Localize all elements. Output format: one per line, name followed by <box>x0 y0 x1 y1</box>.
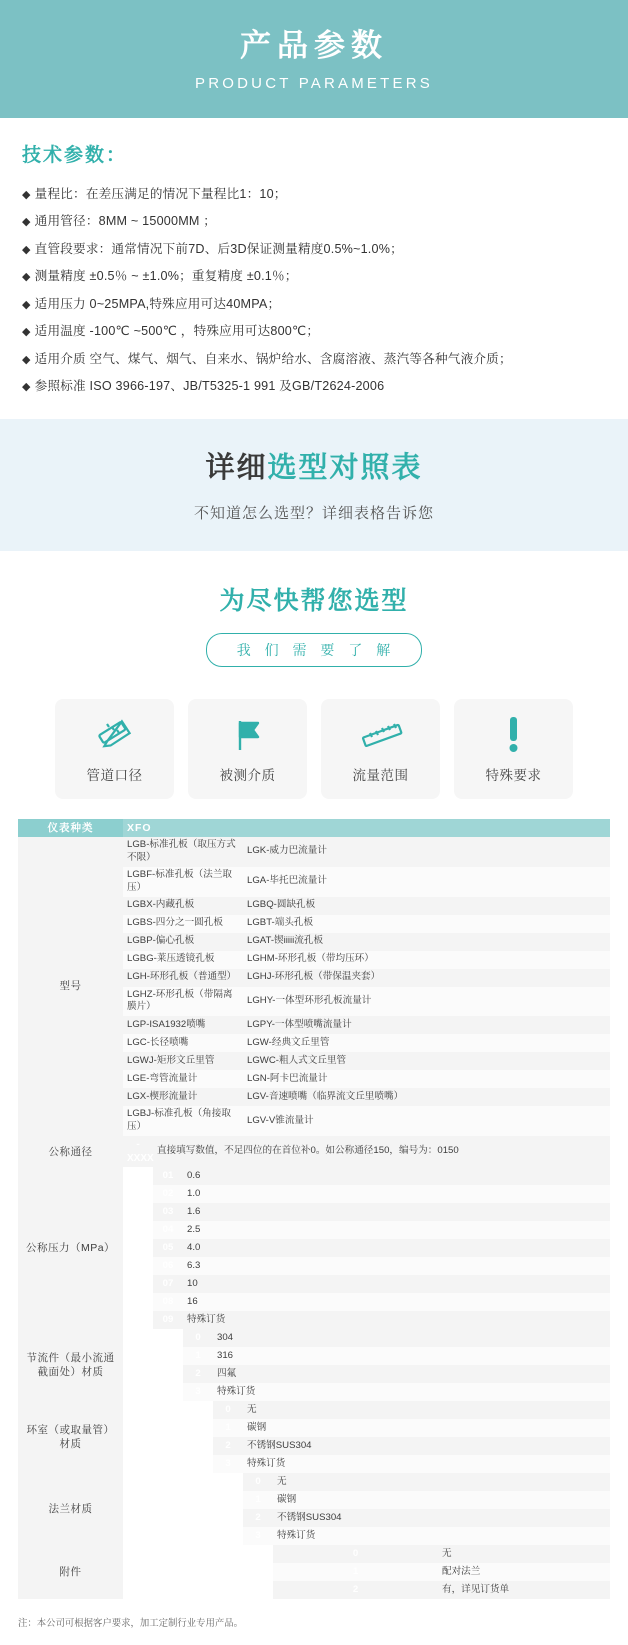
help-cards <box>0 699 628 799</box>
table-value-cell: 有，详见订货单 <box>438 1581 610 1599</box>
table-value-cell: 碳钢 <box>243 1419 610 1437</box>
table-header-category: 仪表种类 <box>18 819 123 837</box>
table-value-cell: 配对法兰 <box>438 1563 610 1581</box>
table-spacer <box>123 1473 243 1545</box>
table-model-left: LGBJ-标准孔板（角接取压） <box>123 1106 243 1136</box>
table-value-cell: 304 <box>213 1329 610 1347</box>
table-value-cell: 特殊订货 <box>243 1455 610 1473</box>
technical-parameter-line <box>22 318 606 345</box>
table-model-left: LGB-标准孔板（取压方式不限） <box>123 837 243 867</box>
help-pill-label: 我 们 需 要 了 解 <box>206 633 422 667</box>
table-code-cell: 0 <box>243 1473 273 1491</box>
table-model-right: LGPY-一体型喷嘴流量计 <box>243 1016 610 1034</box>
table-value-cell: 无 <box>438 1545 610 1563</box>
technical-parameter-text: 参照标准 ISO 3966-197、JB/T5325-1 991 及GB/T2624-2006 <box>34 379 385 394</box>
technical-parameter-text: 适用压力 0~25MPA,特殊应用可达40MPA； <box>34 296 281 311</box>
table-value-cell: 16 <box>183 1293 610 1311</box>
table-model-right: LGBQ-圆缺孔板 <box>243 897 610 915</box>
table-code-cell: 04 <box>153 1221 183 1239</box>
table-model-right: LGHJ-环形孔板（带保温夹套） <box>243 969 610 987</box>
table-code-cell: 3 <box>213 1455 243 1473</box>
table-model-left: LGBF-标准孔板（法兰取压） <box>123 867 243 897</box>
table-value-cell: 特殊订货 <box>183 1311 610 1329</box>
technical-parameter-line <box>22 263 606 290</box>
table-value-cell: 0.6 <box>183 1167 610 1185</box>
table-model-left: LGWJ-矩形文丘里管 <box>123 1052 243 1070</box>
page-banner <box>0 0 628 118</box>
table-model-left: LGE-弯管流量计 <box>123 1070 243 1088</box>
help-card-label: 特殊要求 <box>485 767 542 783</box>
table-model-left: LGP-ISA1932喷嘴 <box>123 1016 243 1034</box>
table-value-cell: 6.3 <box>183 1257 610 1275</box>
table-code-cell: 1 <box>213 1419 243 1437</box>
banner-title-cn: 产品参数 <box>240 28 388 64</box>
table-category-label: 环室（或取量管）材质 <box>18 1401 123 1473</box>
table-code-cell: 08 <box>153 1293 183 1311</box>
help-card-flow-range <box>321 699 440 799</box>
footer-note: 注：本公司可根据客户要求，加工定制行业专用产品。 <box>18 1617 244 1629</box>
table-value-cell: 特殊订货 <box>273 1527 610 1545</box>
table-model-left: LGC-长径喷嘴 <box>123 1034 243 1052</box>
table-code-cell: 3 <box>183 1383 213 1401</box>
table-row <box>18 1473 610 1491</box>
technical-parameter-line <box>22 373 606 400</box>
table-row <box>18 1545 610 1563</box>
help-title: 为尽快帮您选型 <box>219 586 409 615</box>
table-value-cell: 无 <box>273 1473 610 1491</box>
table-spacer <box>123 1167 153 1329</box>
table-value-cell: 无 <box>243 1401 610 1419</box>
table-model-left: LGHZ-环形孔板（带隔离膜片） <box>123 987 243 1017</box>
table-model-right: LGK-威力巴流量计 <box>243 837 610 867</box>
table-category-label: 公称压力（MPa） <box>18 1167 123 1329</box>
technical-parameter-text: 量程比：在差压满足的情况下量程比1：10； <box>34 187 287 201</box>
table-code-cell: 1 <box>183 1347 213 1365</box>
technical-parameter-text: 适用介质 空气、煤气、烟气、自来水、锅炉给水、含腐溶液、蒸汽等各种气液介质； <box>34 351 512 366</box>
table-category-label: 型号 <box>18 837 123 1137</box>
selection-subtitle: 不知道怎么选型？详细表格告诉您 <box>193 504 434 522</box>
specification-table-wrapper <box>0 799 628 1610</box>
table-row <box>18 837 610 867</box>
technical-parameter-text: 直管段要求：通常情况下前7D、后3D保证测量精度0.5%~1.0%； <box>34 241 403 256</box>
table-value-cell: 10 <box>183 1275 610 1293</box>
table-model-left: LGH-环形孔板（普通型） <box>123 969 243 987</box>
table-code-cell: 09 <box>153 1311 183 1329</box>
diamond-bullet-icon: ◆ <box>22 326 31 339</box>
diamond-bullet-icon: ◆ <box>22 381 31 394</box>
table-spacer <box>123 1329 183 1401</box>
diamond-bullet-icon: ◆ <box>22 353 31 366</box>
flag-icon <box>228 714 268 756</box>
table-model-right: LGHM-环形孔板（带均压环） <box>243 951 610 969</box>
table-code-cell: 0 <box>213 1401 243 1419</box>
table-code-cell: 1 <box>243 1491 273 1509</box>
technical-parameter-line <box>22 291 606 318</box>
table-model-right: LGBT-端头孔板 <box>243 915 610 933</box>
table-model-left: LGBP-偏心孔板 <box>123 933 243 951</box>
table-model-right: LGHY-一体型环形孔板流量计 <box>243 987 610 1017</box>
table-header-row <box>18 819 610 837</box>
table-category-label: 附件 <box>18 1545 123 1599</box>
selection-table-intro <box>0 419 628 551</box>
table-model-left: LGBS-四分之一圆孔板 <box>123 915 243 933</box>
diamond-bullet-icon: ◆ <box>22 189 31 201</box>
technical-parameter-line <box>22 236 606 263</box>
table-category-label: 公称通径 <box>18 1136 123 1167</box>
table-value-cell: 1.6 <box>183 1203 610 1221</box>
table-row <box>18 1401 610 1419</box>
table-value-cell: 不锈钢SUS304 <box>243 1437 610 1455</box>
table-model-left: LGX-楔形流量计 <box>123 1088 243 1106</box>
exclamation-icon <box>501 714 527 756</box>
table-code-cell: 01 <box>153 1167 183 1185</box>
selection-heading-part1: 详细 <box>205 451 268 484</box>
selection-help-section <box>0 551 628 679</box>
table-value-cell: 2.5 <box>183 1221 610 1239</box>
technical-parameter-line <box>22 208 606 235</box>
selection-table-heading <box>0 445 628 486</box>
table-spacer <box>123 1401 213 1473</box>
table-model-right: LGV-音速喷嘴（临界流文丘里喷嘴） <box>243 1088 610 1106</box>
technical-parameter-text: 适用温度 -100℃ ~500℃ ，特殊应用可达800℃； <box>34 324 320 339</box>
table-spacer <box>123 1545 273 1599</box>
technical-parameters-title: 技术参数： <box>22 145 128 166</box>
table-value-cell: 直接填写数值，不足四位的在首位补0。如公称通径150，编号为：0150 <box>153 1136 610 1167</box>
table-model-left: LGBG-莱压透镜孔板 <box>123 951 243 969</box>
table-category-label: 法兰材质 <box>18 1473 123 1545</box>
table-model-right: LGW-经典文丘里管 <box>243 1034 610 1052</box>
selection-heading-accent: 选型对照表 <box>267 451 423 484</box>
ruler-icon <box>358 714 404 756</box>
help-card-pipe-diameter <box>55 699 174 799</box>
table-value-cell: 4.0 <box>183 1239 610 1257</box>
table-value-cell: 特殊订货 <box>213 1383 610 1401</box>
help-card-label: 管道口径 <box>86 767 143 783</box>
table-model-right: LGN-阿卡巴流量计 <box>243 1070 610 1088</box>
table-model-right: LGWC-粗人式文丘里管 <box>243 1052 610 1070</box>
technical-parameter-text: 通用管径：8MM ~ 15000MM ； <box>34 214 217 229</box>
technical-parameter-line <box>22 181 606 208</box>
table-code-cell: -XXXX <box>123 1136 153 1167</box>
table-value-cell: 不锈钢SUS304 <box>273 1509 610 1527</box>
table-code-cell: 3 <box>243 1527 273 1545</box>
diamond-bullet-icon: ◆ <box>22 216 31 229</box>
technical-parameters-section <box>0 118 628 419</box>
table-code-cell: 2 <box>273 1581 438 1599</box>
table-code-cell: 0 <box>183 1329 213 1347</box>
diamond-bullet-icon: ◆ <box>22 271 31 284</box>
diamond-bullet-icon: ◆ <box>22 298 31 311</box>
table-value-cell: 1.0 <box>183 1185 610 1203</box>
table-value-cell: 316 <box>213 1347 610 1365</box>
table-row <box>18 1167 610 1185</box>
table-code-cell: 03 <box>153 1203 183 1221</box>
help-card-label: 被测介质 <box>219 767 276 783</box>
technical-parameter-line <box>22 346 606 373</box>
help-card-medium <box>188 699 307 799</box>
table-value-cell: 四氟 <box>213 1365 610 1383</box>
table-code-cell: 07 <box>153 1275 183 1293</box>
table-code-cell: 2 <box>213 1437 243 1455</box>
table-model-right: LGAT-锲iiiii流孔板 <box>243 933 610 951</box>
table-code-cell: 2 <box>243 1509 273 1527</box>
table-code-cell: 05 <box>153 1239 183 1257</box>
help-card-label: 流量范围 <box>352 767 409 783</box>
table-row <box>18 1329 610 1347</box>
table-category-label: 节流件（最小流通截面处）材质 <box>18 1329 123 1401</box>
ruler-pencil-icon <box>95 714 135 756</box>
diamond-bullet-icon: ◆ <box>22 243 31 256</box>
table-code-cell: 02 <box>153 1185 183 1203</box>
banner-title-en: PRODUCT PARAMETERS <box>195 74 433 92</box>
specification-table <box>18 819 610 1600</box>
technical-parameters-list <box>22 181 606 401</box>
table-model-right: LGV-V锥流量计 <box>243 1106 610 1136</box>
table-value-cell: 碳钢 <box>273 1491 610 1509</box>
table-code-cell: 0 <box>273 1545 438 1563</box>
help-card-special-request <box>454 699 573 799</box>
table-model-left: LGBX-内藏孔板 <box>123 897 243 915</box>
table-code-cell: 2 <box>183 1365 213 1383</box>
table-row <box>18 1136 610 1167</box>
table-model-right: LGA-毕托巴流量计 <box>243 867 610 897</box>
technical-parameter-text: 测量精度 ±0.5％ ~ ±1.0%；重复精度 ±0.1％； <box>34 269 298 284</box>
table-code-cell: 1 <box>273 1563 438 1581</box>
table-header-value: XFO <box>123 819 610 837</box>
table-code-cell: 06 <box>153 1257 183 1275</box>
